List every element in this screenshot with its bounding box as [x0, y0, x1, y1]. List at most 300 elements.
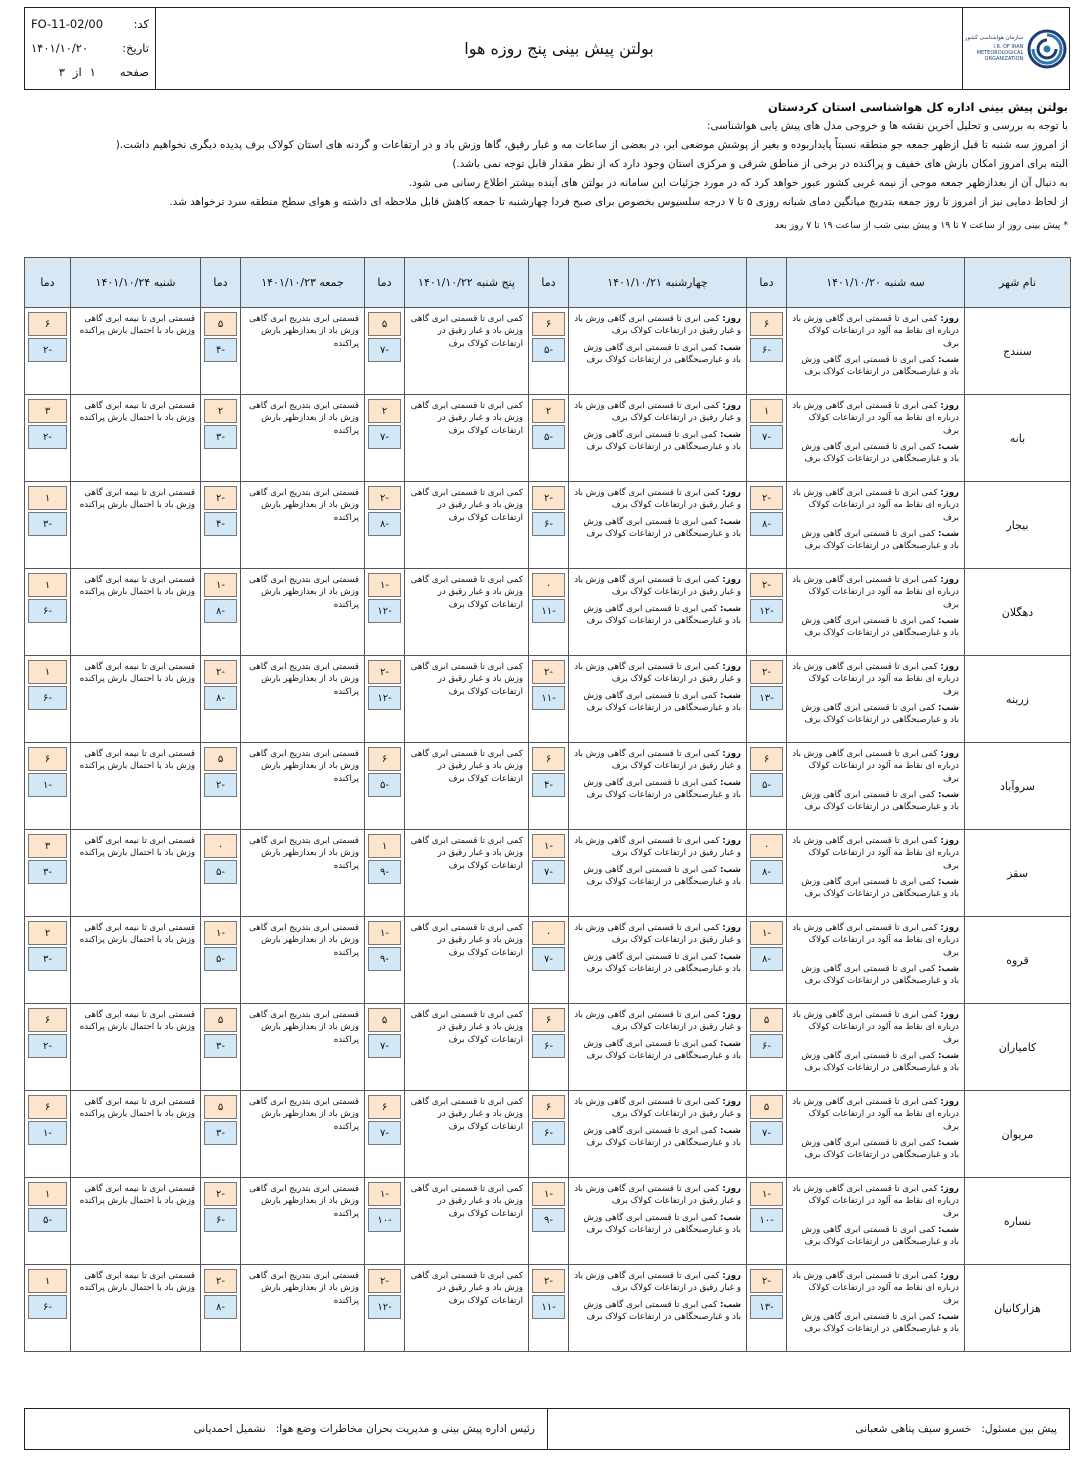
min-temperature: -۳: [204, 1034, 237, 1058]
min-temperature: -۷: [532, 947, 565, 971]
forecast-description: [569, 395, 746, 453]
table-header-row: [25, 258, 1071, 308]
min-temperature: -۱۳: [750, 1295, 783, 1319]
page-label: صفحه: [119, 65, 149, 79]
table-row: [25, 569, 1071, 656]
min-temperature: -۳: [204, 425, 237, 449]
forecast-description: [241, 743, 364, 785]
min-temperature: -۷: [750, 1121, 783, 1145]
forecast-description: [405, 308, 528, 350]
forecast-text: قسمتی ابری بتدریج ابری گاهی وزش باد از بعدازظهر بارش پراکنده: [249, 923, 359, 958]
forecast-text: قسمتی ابری تا نیمه ابری گاهی وزش باد با احتمال بارش پراکنده: [79, 1184, 195, 1207]
day-forecast: [790, 748, 959, 785]
forecast-description: [241, 1004, 364, 1046]
forecast-description: [71, 308, 200, 338]
min-temperature: -۹: [532, 1208, 565, 1232]
night-forecast: [572, 1299, 741, 1324]
temperature-cell: [201, 917, 241, 1004]
min-temperature: -۷: [368, 1034, 401, 1058]
day-label: روز:: [722, 836, 741, 846]
forecast-description: [405, 917, 528, 959]
max-temperature: -۲: [750, 573, 783, 597]
temperature-cell: [529, 1178, 569, 1265]
min-temperature: -۸: [750, 512, 783, 536]
max-temperature: -۲: [750, 1269, 783, 1293]
max-temperature: ۰: [532, 573, 565, 597]
day-forecast-text: کمی ابری تا قسمتی ابری گاهی وزش باد و غبار رقیق در ارتفاعات کولاک برف: [574, 1097, 741, 1120]
min-temperature: -۱۰: [750, 1208, 783, 1232]
temperature-cell: [25, 569, 71, 656]
forecast-description: [569, 1004, 746, 1062]
code-label: کد:: [133, 17, 149, 31]
min-temperature: -۱۰: [368, 1208, 401, 1232]
min-temperature: -۱۲: [368, 686, 401, 710]
temperature-cell: [747, 1004, 787, 1091]
night-forecast-text: کمی ابری تا قسمتی ابری گاهی وزش باد و غبارصبحگاهی در ارتفاعات کولاک برف: [801, 1311, 959, 1335]
forecast-text: کمی ابری تا قسمتی ابری گاهی وزش باد و غبار رقیق در ارتفاعات کولاک برف: [410, 1271, 523, 1306]
forecast-description-cell: [241, 1265, 365, 1352]
city-name: زرینه: [965, 656, 1071, 743]
min-temperature: -۵: [204, 947, 237, 971]
forecast-description: [405, 569, 528, 611]
forecast-description-cell: [405, 1265, 529, 1352]
forecast-text: کمی ابری تا قسمتی ابری گاهی وزش باد و غبار رقیق در ارتفاعات کولاک برف: [410, 836, 523, 871]
night-forecast: [790, 354, 959, 379]
max-temperature: ۶: [532, 312, 565, 336]
forecast-text: قسمتی ابری تا نیمه ابری گاهی وزش باد با احتمال بارش پراکنده: [79, 401, 195, 424]
day-forecast: [572, 835, 741, 860]
night-forecast: [790, 1050, 959, 1075]
forecast-description-cell: [241, 917, 365, 1004]
night-forecast: [790, 963, 959, 988]
max-temperature: ۱: [750, 399, 783, 423]
table-row: [25, 743, 1071, 830]
forecast-description-cell: [787, 656, 965, 743]
forecast-text: کمی ابری تا قسمتی ابری گاهی وزش باد و غبار رقیق در ارتفاعات کولاک برف: [410, 749, 523, 784]
min-temperature: -۵: [532, 425, 565, 449]
forecast-text: قسمتی ابری تا نیمه ابری گاهی وزش باد با احتمال بارش پراکنده: [79, 1010, 195, 1033]
night-forecast-text: کمی ابری تا قسمتی ابری گاهی وزش باد و غبارصبحگاهی در ارتفاعات کولاک برف: [801, 354, 959, 378]
forecast-description-cell: [405, 830, 529, 917]
forecast-description-cell: [241, 743, 365, 830]
forecast-text: قسمتی ابری بتدریج ابری گاهی وزش باد از بعدازظهر بارش پراکنده: [249, 401, 359, 436]
temperature-cell: [365, 308, 405, 395]
day-label: روز:: [940, 923, 959, 933]
min-temperature: -۹: [368, 860, 401, 884]
min-temperature: -۲: [28, 1034, 67, 1058]
night-forecast-text: کمی ابری تا قسمتی ابری گاهی وزش باد و غبارصبحگاهی در ارتفاعات کولاک برف: [583, 603, 741, 626]
bulletin-title: بولتن پیش بینی پنج روزه هوا: [464, 39, 654, 58]
day-forecast: [790, 922, 959, 959]
forecast-description-cell: [569, 395, 747, 482]
forecast-description: [71, 743, 200, 773]
table-row: [25, 482, 1071, 569]
max-temperature: ۵: [204, 747, 237, 771]
night-forecast: [790, 1137, 959, 1162]
temperature-cell: [747, 1265, 787, 1352]
forecast-description: [787, 743, 964, 813]
forecast-description-cell: [405, 743, 529, 830]
min-temperature: -۴: [204, 512, 237, 536]
forecast-description: [569, 482, 746, 540]
forecast-description-cell: [787, 395, 965, 482]
forecast-description: [787, 395, 964, 465]
city-name: مریوان: [965, 1091, 1071, 1178]
min-temperature: -۸: [204, 1295, 237, 1319]
night-forecast-text: کمی ابری تا قسمتی ابری گاهی وزش باد و غبارصبحگاهی در ارتفاعات کولاک برف: [801, 702, 959, 726]
night-forecast-text: کمی ابری تا قسمتی ابری گاهی وزش باد و غبارصبحگاهی در ارتفاعات کولاک برف: [583, 1038, 741, 1061]
forecast-description-cell: [569, 1091, 747, 1178]
head-name: نشمیل احمدیانی: [193, 1423, 266, 1435]
temperature-cell: [747, 1091, 787, 1178]
day-forecast: [790, 1183, 959, 1220]
min-temperature: -۶: [532, 1121, 565, 1145]
min-temperature: -۵: [750, 773, 783, 797]
forecast-description: [787, 1265, 964, 1335]
forecast-description-cell: [569, 830, 747, 917]
night-forecast-text: کمی ابری تا قسمتی ابری گاهی وزش باد و غبارصبحگاهی در ارتفاعات کولاک برف: [583, 690, 741, 713]
forecast-description-cell: [241, 656, 365, 743]
min-temperature: -۷: [368, 425, 401, 449]
day-forecast-text: کمی ابری تا قسمتی ابری گاهی وزش باد و غبار رقیق در ارتفاعات کولاک برف: [574, 923, 741, 946]
night-label: شب:: [720, 777, 741, 788]
night-forecast: [572, 342, 741, 367]
night-label: شب:: [720, 1212, 741, 1223]
day-forecast: [572, 1183, 741, 1208]
forecast-description-cell: [569, 569, 747, 656]
night-forecast-text: کمی ابری تا قسمتی ابری گاهی وزش باد و غبارصبحگاهی در ارتفاعات کولاک برف: [583, 951, 741, 974]
day-forecast: [790, 1009, 959, 1046]
table-row: [25, 1178, 1071, 1265]
forecast-description: [71, 1265, 200, 1295]
min-temperature: -۶: [204, 1208, 237, 1232]
day-forecast: [572, 922, 741, 947]
min-temperature: -۸: [750, 947, 783, 971]
night-forecast-text: کمی ابری تا قسمتی ابری گاهی وزش باد و غبارصبحگاهی در ارتفاعات کولاک برف: [583, 342, 741, 365]
header-temp: دما: [365, 258, 405, 308]
max-temperature: ۵: [204, 312, 237, 336]
forecast-description-cell: [241, 569, 365, 656]
forecaster-name: خسرو سیف پناهی شعبانی: [855, 1423, 972, 1435]
forecast-summary: [28, 98, 1068, 235]
forecast-description-cell: [241, 1004, 365, 1091]
forecast-description: [405, 743, 528, 785]
temperature-cell: [747, 743, 787, 830]
forecast-description-cell: [71, 1265, 201, 1352]
forecast-text: قسمتی ابری بتدریج ابری گاهی وزش باد از بعدازظهر بارش پراکنده: [249, 1184, 359, 1219]
forecast-description-cell: [405, 656, 529, 743]
temperature-cell: [25, 1004, 71, 1091]
forecast-description: [569, 830, 746, 888]
city-name: بیجار: [965, 482, 1071, 569]
day-forecast-text: کمی ابری تا قسمتی ابری گاهی وزش باد درباره ای نقاط مه آلود در ارتفاعات کولاک برف: [792, 1097, 959, 1132]
forecast-description: [241, 482, 364, 524]
night-forecast: [572, 1125, 741, 1150]
night-forecast: [790, 1224, 959, 1249]
forecast-description-cell: [787, 569, 965, 656]
day-forecast: [790, 835, 959, 872]
max-temperature: ۵: [750, 1095, 783, 1119]
night-label: شب:: [938, 441, 959, 452]
max-temperature: ۰: [204, 834, 237, 858]
table-row: [25, 308, 1071, 395]
max-temperature: ۶: [532, 1008, 565, 1032]
day-forecast-text: کمی ابری تا قسمتی ابری گاهی وزش باد درباره ای نقاط مه آلود در ارتفاعات کولاک برف: [792, 314, 959, 349]
temperature-cell: [201, 1178, 241, 1265]
night-forecast: [572, 429, 741, 454]
city-name: قروه: [965, 917, 1071, 1004]
header-temp: دما: [747, 258, 787, 308]
city-name: سقز: [965, 830, 1071, 917]
night-label: شب:: [938, 615, 959, 626]
night-label: شب:: [720, 429, 741, 440]
city-name: نساره: [965, 1178, 1071, 1265]
min-temperature: -۶: [750, 1034, 783, 1058]
temperature-cell: [747, 1178, 787, 1265]
min-temperature: -۸: [204, 599, 237, 623]
temperature-cell: [25, 395, 71, 482]
forecast-description: [787, 482, 964, 552]
max-temperature: ۳: [28, 399, 67, 423]
temperature-cell: [201, 395, 241, 482]
day-forecast: [572, 313, 741, 338]
forecast-text: قسمتی ابری بتدریج ابری گاهی وزش باد از بعدازظهر بارش پراکنده: [249, 314, 359, 349]
city-name: هزارکانیان: [965, 1265, 1071, 1352]
forecast-description: [241, 1265, 364, 1307]
min-temperature: -۶: [28, 599, 67, 623]
night-forecast: [572, 516, 741, 541]
temperature-cell: [529, 1265, 569, 1352]
temperature-cell: [365, 656, 405, 743]
temperature-cell: [747, 395, 787, 482]
table-row: [25, 830, 1071, 917]
max-temperature: ۱: [28, 573, 67, 597]
summary-line: به دنبال آن از بعدازظهر جمعه موجی از نیمه غربی کشور عبور خواهد کرد که در مورد جزئیات این سامانه در بولتن های آینده بیشتر اطلاع رسانی می شود.: [408, 177, 1068, 189]
city-name: کامیاران: [965, 1004, 1071, 1091]
forecast-description: [241, 308, 364, 350]
header-temp: دما: [25, 258, 71, 308]
day-label: روز:: [940, 575, 959, 585]
organization-title: بولتن پیش بینی اداره کل هواشناسی استان کردستان: [767, 100, 1068, 114]
forecast-description: [241, 830, 364, 872]
forecast-description-cell: [787, 1265, 965, 1352]
max-temperature: ۰: [750, 834, 783, 858]
night-forecast: [572, 777, 741, 802]
city-name: بانه: [965, 395, 1071, 482]
forecast-description-cell: [569, 1004, 747, 1091]
forecast-text: کمی ابری تا قسمتی ابری گاهی وزش باد و غبار رقیق در ارتفاعات کولاک برف: [410, 401, 523, 436]
max-temperature: ۶: [368, 747, 401, 771]
night-label: شب:: [720, 342, 741, 353]
forecast-description: [71, 1004, 200, 1034]
temperature-cell: [529, 308, 569, 395]
forecast-text: قسمتی ابری بتدریج ابری گاهی وزش باد از بعدازظهر بارش پراکنده: [249, 836, 359, 871]
day-forecast-text: کمی ابری تا قسمتی ابری گاهی وزش باد و غبار رقیق در ارتفاعات کولاک برف: [574, 1010, 741, 1033]
max-temperature: -۲: [204, 486, 237, 510]
night-forecast: [790, 702, 959, 727]
night-forecast: [790, 441, 959, 466]
temperature-cell: [365, 395, 405, 482]
header-city: نام شهر: [965, 258, 1071, 308]
forecast-description-cell: [569, 1265, 747, 1352]
temperature-cell: [529, 917, 569, 1004]
temperature-cell: [201, 482, 241, 569]
forecast-text: قسمتی ابری بتدریج ابری گاهی وزش باد از بعدازظهر بارش پراکنده: [249, 1271, 359, 1306]
min-temperature: -۷: [368, 338, 401, 362]
min-temperature: -۶: [532, 512, 565, 536]
forecast-description: [71, 830, 200, 860]
night-forecast-text: کمی ابری تا قسمتی ابری گاهی وزش باد و غبارصبحگاهی در ارتفاعات کولاک برف: [583, 516, 741, 539]
header-day-3: پنج شنبه ۱۴۰۱/۱۰/۲۲: [405, 258, 529, 308]
summary-line: از امروز سه شنبه تا قبل ازظهر جمعه جو منطقه نسبتاً پایداربوده و بغیر از پوشش موضعی ابر، در بعضی از ساعات مه و غبار رقیق، گاها وزش باد و در ارتفاعات و گردنه های استان کولاک برف پدیده دیگری نخواهیم داشت.(: [115, 139, 1068, 151]
table-row: [25, 1004, 1071, 1091]
max-temperature: ۱: [28, 660, 67, 684]
min-temperature: -۳: [28, 512, 67, 536]
night-label: شب:: [938, 1050, 959, 1061]
forecast-description: [569, 569, 746, 627]
day-label: روز:: [940, 749, 959, 759]
logo-persian-text: سازمان هواشناسی کشور: [964, 35, 1024, 42]
min-temperature: -۱۱: [532, 686, 565, 710]
day-forecast: [790, 661, 959, 698]
forecast-description: [787, 1178, 964, 1248]
day-label: روز:: [940, 488, 959, 498]
day-forecast-text: کمی ابری تا قسمتی ابری گاهی وزش باد درباره ای نقاط مه آلود در ارتفاعات کولاک برف: [792, 401, 959, 436]
min-temperature: -۸: [368, 512, 401, 536]
min-temperature: -۵: [532, 338, 565, 362]
forecast-description: [787, 308, 964, 378]
night-forecast: [572, 690, 741, 715]
forecast-description: [71, 482, 200, 512]
temperature-cell: [365, 1265, 405, 1352]
day-forecast: [790, 313, 959, 350]
forecast-description: [71, 656, 200, 686]
min-temperature: -۲: [28, 338, 67, 362]
time-range-note: * پیش بینی روز از ساعت ۷ تا ۱۹ و پیش بینی شب از ساعت ۱۹ تا ۷ روز بعد: [774, 220, 1068, 231]
forecast-description: [71, 395, 200, 425]
max-temperature: ۶: [28, 747, 67, 771]
forecast-description: [241, 656, 364, 698]
forecast-text: قسمتی ابری تا نیمه ابری گاهی وزش باد با احتمال بارش پراکنده: [79, 923, 195, 946]
night-forecast-text: کمی ابری تا قسمتی ابری گاهی وزش باد و غبارصبحگاهی در ارتفاعات کولاک برف: [583, 1125, 741, 1148]
forecast-description: [71, 569, 200, 599]
max-temperature: -۲: [368, 486, 401, 510]
max-temperature: -۲: [204, 1182, 237, 1206]
forecast-description: [405, 1091, 528, 1133]
header-temp: دما: [529, 258, 569, 308]
forecast-text: قسمتی ابری تا نیمه ابری گاهی وزش باد با احتمال بارش پراکنده: [79, 314, 195, 337]
night-forecast-text: کمی ابری تا قسمتی ابری گاهی وزش باد و غبارصبحگاهی در ارتفاعات کولاک برف: [801, 1137, 959, 1161]
max-temperature: ۱: [28, 486, 67, 510]
forecast-description-cell: [569, 743, 747, 830]
min-temperature: -۳: [28, 947, 67, 971]
header-day-5: شنبه ۱۴۰۱/۱۰/۲۴: [71, 258, 201, 308]
max-temperature: ۵: [368, 1008, 401, 1032]
night-label: شب:: [938, 876, 959, 887]
night-forecast: [790, 1311, 959, 1336]
day-forecast-text: کمی ابری تا قسمتی ابری گاهی وزش باد درباره ای نقاط مه آلود در ارتفاعات کولاک برف: [792, 923, 959, 958]
max-temperature: -۲: [368, 660, 401, 684]
min-temperature: -۵: [204, 860, 237, 884]
forecast-description: [241, 569, 364, 611]
table-row: [25, 1265, 1071, 1352]
summary-line: البته برای امروز امکان بارش های خفیف و پراکنده در برخی از مناطق شرقی و مرکزی استان وجود دارد که از نظر مقدار قابل توجه نمی باشد.): [452, 158, 1068, 170]
forecast-description: [787, 1004, 964, 1074]
night-label: شب:: [938, 1224, 959, 1235]
header-day-1: سه شنبه ۱۴۰۱/۱۰/۲۰: [787, 258, 965, 308]
max-temperature: -۱: [368, 573, 401, 597]
temperature-cell: [365, 830, 405, 917]
max-temperature: -۱: [368, 1182, 401, 1206]
forecast-text: قسمتی ابری بتدریج ابری گاهی وزش باد از بعدازظهر بارش پراکنده: [249, 575, 359, 610]
forecast-description-cell: [569, 656, 747, 743]
forecast-description-cell: [241, 308, 365, 395]
temperature-cell: [201, 1004, 241, 1091]
forecast-description: [405, 656, 528, 698]
night-label: شب:: [720, 690, 741, 701]
temperature-cell: [529, 743, 569, 830]
temperature-cell: [529, 482, 569, 569]
day-label: روز:: [940, 1097, 959, 1107]
night-forecast: [572, 1212, 741, 1237]
temperature-cell: [529, 395, 569, 482]
forecast-description: [71, 1091, 200, 1121]
page-of: از: [72, 65, 82, 79]
max-temperature: -۱: [750, 1182, 783, 1206]
min-temperature: -۶: [28, 686, 67, 710]
max-temperature: ۱: [28, 1182, 67, 1206]
max-temperature: ۳: [28, 834, 67, 858]
bulletin-header: [24, 7, 1070, 90]
day-forecast-text: کمی ابری تا قسمتی ابری گاهی وزش باد و غبار رقیق در ارتفاعات کولاک برف: [574, 575, 741, 598]
min-temperature: -۵: [28, 1208, 67, 1232]
code-value: FO-11-02/00: [31, 17, 104, 31]
temperature-cell: [201, 656, 241, 743]
forecast-description: [405, 1178, 528, 1220]
night-forecast-text: کمی ابری تا قسمتی ابری گاهی وزش باد و غبارصبحگاهی در ارتفاعات کولاک برف: [801, 789, 959, 813]
day-label: روز:: [940, 1010, 959, 1020]
forecast-description-cell: [71, 1178, 201, 1265]
max-temperature: -۱: [750, 921, 783, 945]
forecast-description-cell: [405, 1091, 529, 1178]
temperature-cell: [747, 917, 787, 1004]
temperature-cell: [201, 830, 241, 917]
forecast-description-cell: [405, 1178, 529, 1265]
forecast-text: قسمتی ابری بتدریج ابری گاهی وزش باد از بعدازظهر بارش پراکنده: [249, 1010, 359, 1045]
forecast-description-cell: [787, 1091, 965, 1178]
forecast-text: کمی ابری تا قسمتی ابری گاهی وزش باد و غبار رقیق در ارتفاعات کولاک برف: [410, 1010, 523, 1045]
day-forecast: [790, 574, 959, 611]
night-label: شب:: [720, 1125, 741, 1136]
header-day-2: چهارشنبه ۱۴۰۱/۱۰/۲۱: [569, 258, 747, 308]
temperature-cell: [529, 656, 569, 743]
forecast-description: [405, 1265, 528, 1307]
day-forecast-text: کمی ابری تا قسمتی ابری گاهی وزش باد و غبار رقیق در ارتفاعات کولاک برف: [574, 1184, 741, 1207]
temperature-cell: [201, 1091, 241, 1178]
forecast-description: [787, 830, 964, 900]
forecast-description-cell: [787, 1178, 965, 1265]
forecast-description-cell: [405, 482, 529, 569]
temperature-cell: [365, 1178, 405, 1265]
forecast-text: قسمتی ابری تا نیمه ابری گاهی وزش باد با احتمال بارش پراکنده: [79, 488, 195, 511]
day-label: روز:: [722, 575, 741, 585]
day-forecast: [790, 400, 959, 437]
max-temperature: ۱: [368, 834, 401, 858]
day-forecast: [572, 1270, 741, 1295]
day-forecast-text: کمی ابری تا قسمتی ابری گاهی وزش باد و غبار رقیق در ارتفاعات کولاک برف: [574, 662, 741, 685]
night-forecast-text: کمی ابری تا قسمتی ابری گاهی وزش باد و غبارصبحگاهی در ارتفاعات کولاک برف: [801, 615, 959, 639]
min-temperature: -۳: [28, 860, 67, 884]
